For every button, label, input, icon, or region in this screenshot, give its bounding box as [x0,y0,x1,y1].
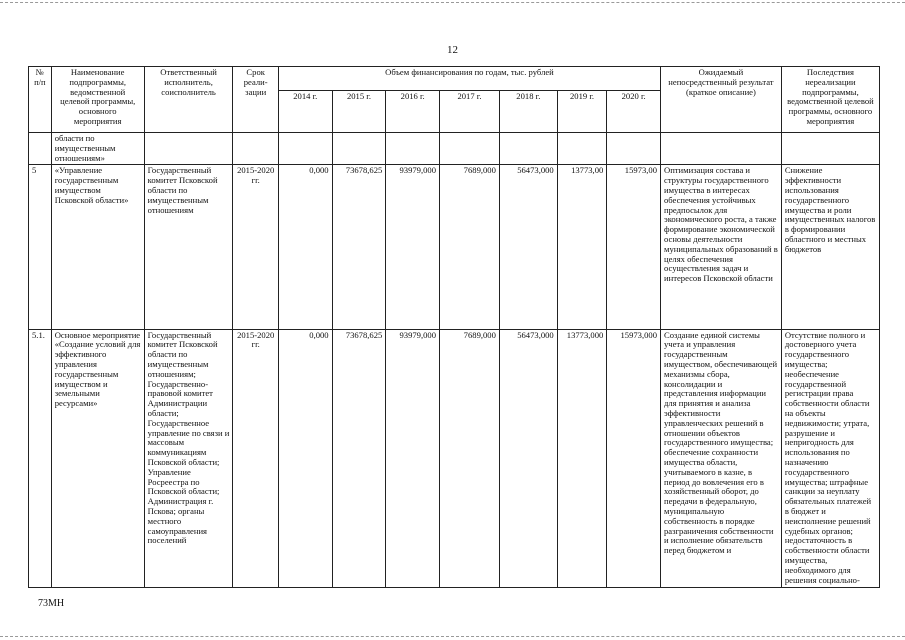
header-funding: Объем финансирования по годам, тыс. рублей [278,67,660,91]
row-result: Создание единой системы учета и управления государственным имуществом, обеспечивающей механизмы сбора, консолидации и представления информации для принятия и анализа эффективности управленческих решений в отношении объектов государственного имущества; обеспечение сохранности имущества области, учитываемого в казне, в период до вовлечения его в хозяйственный оборот, до передачи в федеральную, муниципальную собственность в порядке разграничения собственности и исполнение обязательств перед бюджетом и [661,329,782,587]
header-result: Ожидаемый непосредственный результат (краткое описание) [661,67,782,133]
row-value-2015: 73678,625 [332,329,386,587]
row-value-2017: 7689,000 [440,165,500,329]
row-value-2014: 0,000 [278,329,332,587]
table-row [29,329,880,587]
header-year: 2017 г. [440,91,500,133]
continuation-row [29,133,880,165]
row-num: 5.1. [29,329,52,587]
row-result: Оптимизация состава и структуры государственного имущества в интересах обеспечения устойчивых предпосылок для экономического роста, а также формирование экономической основы деятельности муниципальных образований в целях обеспечения осуществления задач и интересов Псковской области [661,165,782,329]
row-consequences: Отсутствие полного и достоверного учета государственного имущества; необеспечение государственной регистрации права собственности области на объекты недвижимости; утрата, разрушение и непригодность для использования по назначению государственного имущества; штрафные санкции за неуплату обязательных платежей в бюджет и неисполнение решений судебных органов; недостаточность в собственности области имущества, необходимого для решения социально- [781,329,879,587]
header-name: Наименование подпрограммы, ведомственной целевой программы, основного мероприятия [51,67,144,133]
header-year: 2020 г. [607,91,661,133]
continuation-name: области по имущественным отношениям» [51,133,144,165]
row-value-2017: 7689,000 [440,329,500,587]
header-row-1 [29,67,880,91]
row-value-2018: 56473,000 [499,165,557,329]
page-bottom-edge [0,636,905,637]
row-term: 2015-2020 гг. [233,329,278,587]
row-value-2019: 13773,000 [557,329,607,587]
header-year: 2015 г. [332,91,386,133]
header-term: Срок реали-зации [233,67,278,133]
header-executor: Ответственный исполнитель, соисполнитель [144,67,233,133]
table-row [29,165,880,329]
row-value-2015: 73678,625 [332,165,386,329]
header-num: № п/п [29,67,52,133]
row-value-2019: 13773,00 [557,165,607,329]
row-value-2018: 56473,000 [499,329,557,587]
row-name: Основное мероприятие «Создание условий для эффективного управления государственным имуществом и земельными ресурсами» [51,329,144,587]
row-value-2020: 15973,000 [607,329,661,587]
header-consequences: Последствия нереализации подпрограммы, ведомственной целевой программы, основного мероприятия [781,67,879,133]
row-value-2016: 93979,000 [386,165,440,329]
row-consequences: Снижение эффективности использования государственного имущества и роли имущественных налогов в формировании областного и местных бюджетов [781,165,879,329]
row-value-2014: 0,000 [278,165,332,329]
page-top-edge [0,2,905,3]
row-num: 5 [29,165,52,329]
row-executor: Государственный комитет Псковской области по имущественным отношениям [144,165,233,329]
header-year: 2019 г. [557,91,607,133]
program-table [28,66,880,588]
page-number: 12 [447,44,458,56]
header-year: 2018 г. [499,91,557,133]
row-executor: Государственный комитет Псковской области по имущественным отношениям; Государственно-правовой комитет Администрации области; Государственное управление по связи и массовым коммуникациям Псковской области; Управление Росреестра по Псковской области; Администрация г. Пскова; органы местного самоуправления поселений [144,329,233,587]
row-value-2016: 93979,000 [386,329,440,587]
header-year: 2016 г. [386,91,440,133]
row-value-2020: 15973,00 [607,165,661,329]
header-year: 2014 г. [278,91,332,133]
row-name: «Управление государственным имуществом Псковской области» [51,165,144,329]
row-term: 2015-2020 гг. [233,165,278,329]
footer-code: 73МН [38,598,65,609]
